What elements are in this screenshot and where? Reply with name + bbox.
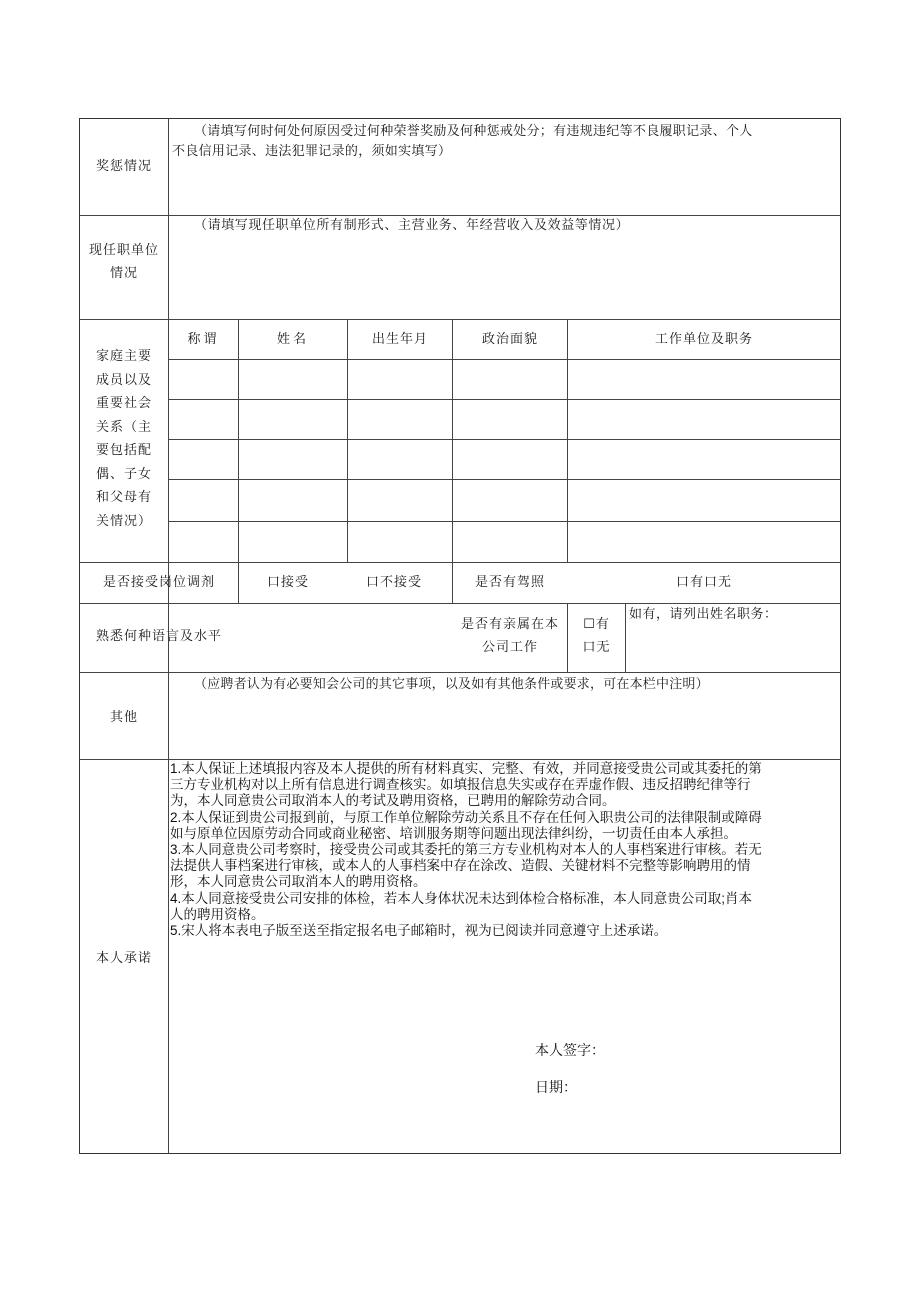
- family-label: [80, 345, 168, 533]
- pledge-line: 人的聘用资格。: [170, 906, 265, 922]
- family-label-line: 成员以及: [95, 372, 152, 388]
- current-employer-label-line1: 现任职单位: [88, 243, 159, 258]
- col-divider: [452, 319, 453, 603]
- row-divider: [169, 439, 840, 440]
- signature-input[interactable]: [620, 1035, 820, 1061]
- family-header-political: 政治面貌: [481, 332, 538, 347]
- row-divider: [80, 562, 840, 563]
- application-form-table: [79, 118, 841, 1154]
- signature-label: 本人签字：: [535, 1042, 605, 1058]
- other-note: （应聘者认为有必要知会公司的其它事项，以及如有其他条件或要求，可在本栏中注明）: [194, 677, 709, 692]
- pledge-line: 形，本人同意贵公司取消本人的聘用资格。: [170, 874, 427, 890]
- family-label-line: 偶、子女: [95, 466, 152, 482]
- family-label-line: 家庭主要: [95, 349, 152, 364]
- family-header-relation: 称谓: [187, 332, 220, 347]
- family-label-line: 要包括配: [95, 443, 152, 458]
- pledge-line: 如与原单位因原劳动合同或商业秘密、培训服务期等问题出现法律纠纷，一切责任由本人承担。: [170, 825, 737, 841]
- awards-note-line2: 不良信用记录、违法犯罪记录的，须如实填写）: [172, 144, 452, 159]
- reassignment-accept-checkbox[interactable]: 口接受: [267, 575, 310, 590]
- family-label-line: 关情况）: [95, 513, 152, 529]
- reassignment-decline-checkbox[interactable]: 口不接受: [366, 575, 423, 590]
- date-input[interactable]: [590, 1072, 790, 1098]
- relatives-yes-checkbox[interactable]: ☐有: [583, 617, 610, 632]
- relatives-no-checkbox[interactable]: 口无: [582, 640, 611, 655]
- family-label-line: 和父母有: [95, 490, 152, 505]
- pledge-text: [170, 761, 836, 939]
- awards-note-line1: （请填写何时何处何原因受过何种荣誉奖励及何种惩戒处分；有违规违纪等不良履职记录、个人: [194, 124, 753, 139]
- row-divider: [169, 521, 840, 522]
- row-divider: [169, 399, 840, 400]
- date-label: 日期：: [535, 1079, 577, 1095]
- driver-license-options[interactable]: 口有口无: [675, 575, 732, 590]
- other-input[interactable]: [170, 699, 838, 757]
- language-label: 熟悉何种语言及水平: [95, 629, 222, 644]
- relatives-label-line1: 是否有亲属在本: [460, 617, 559, 632]
- driver-license-label: 是否有驾照: [474, 575, 545, 590]
- other-label: 其他: [109, 710, 138, 725]
- relatives-note: 如有，请列出姓名职务：: [629, 607, 778, 622]
- pledge-line: 4.本人同意接受贵公司安排的体检，若本人身体状况未达到体检合格标准，本人同意贵公司取;肖本: [170, 890, 753, 906]
- row-divider: [80, 759, 840, 760]
- current-employer-label-line2: 情况: [109, 266, 138, 281]
- pledge-line: 2.本人保证到贵公司报到前，与原工作单位解除劳动关系且不存在任何入职贵公司的法律限制或障碍: [170, 809, 762, 825]
- language-input[interactable]: [240, 605, 450, 670]
- col-divider: [567, 319, 568, 562]
- relatives-label: [453, 613, 567, 659]
- col-divider: [238, 562, 239, 603]
- relatives-label-line2: 公司工作: [481, 640, 538, 655]
- awards-input[interactable]: [170, 165, 838, 213]
- current-employer-label: [80, 239, 168, 285]
- current-employer-note: （请填写现任职单位所有制形式、主营业务、年经营收入及效益等情况）: [194, 218, 630, 233]
- row-divider: [169, 359, 840, 360]
- col-divider: [238, 319, 239, 562]
- current-employer-input[interactable]: [170, 241, 838, 317]
- family-header-name: 姓名: [276, 332, 309, 347]
- row-divider: [80, 319, 840, 320]
- col-divider: [347, 319, 348, 562]
- pledge-line: 3.本人同意贵公司考察时，接受贵公司或其委托的第三方专业机构对本人的人事档案进行审核。若无: [170, 842, 762, 858]
- pledge-label: 本人承诺: [95, 951, 152, 966]
- reassignment-label: 是否接受岗位调剂: [102, 575, 215, 590]
- awards-label: 奖惩情况: [95, 159, 152, 174]
- pledge-line: 1.本人保证上述填报内容及本人提供的所有材料真实、完整、有效，并同意接受贵公司或其委托的第: [170, 761, 762, 776]
- pledge-line: 为，本人同意贵公司取消本人的考试及聘用资格，已聘用的解除劳动合同。: [170, 793, 616, 809]
- family-header-employer: 工作单位及职务: [654, 332, 753, 347]
- relatives-options: [568, 613, 625, 659]
- pledge-line: 5.宋人将本表电子版至送至指定报名电子邮箱时，视为已阅读并同意遵守上述承诺。: [170, 923, 668, 939]
- row-divider: [169, 479, 840, 480]
- family-label-line: 重要社会: [95, 396, 152, 411]
- family-label-line: 关系（主: [95, 419, 152, 435]
- pledge-line: 法提供人事档案进行审核，或本人的人事档案中存在涂改、造假、关键材料不完整等影响聘用的情: [170, 858, 751, 874]
- pledge-line: 三方专业机构对以上所有信息进行调查核实。如填报信息失实或存在弄虚作假、违反招聘纪律等行: [170, 777, 751, 793]
- col-divider: [625, 603, 626, 672]
- family-header-birth: 出生年月: [371, 332, 428, 347]
